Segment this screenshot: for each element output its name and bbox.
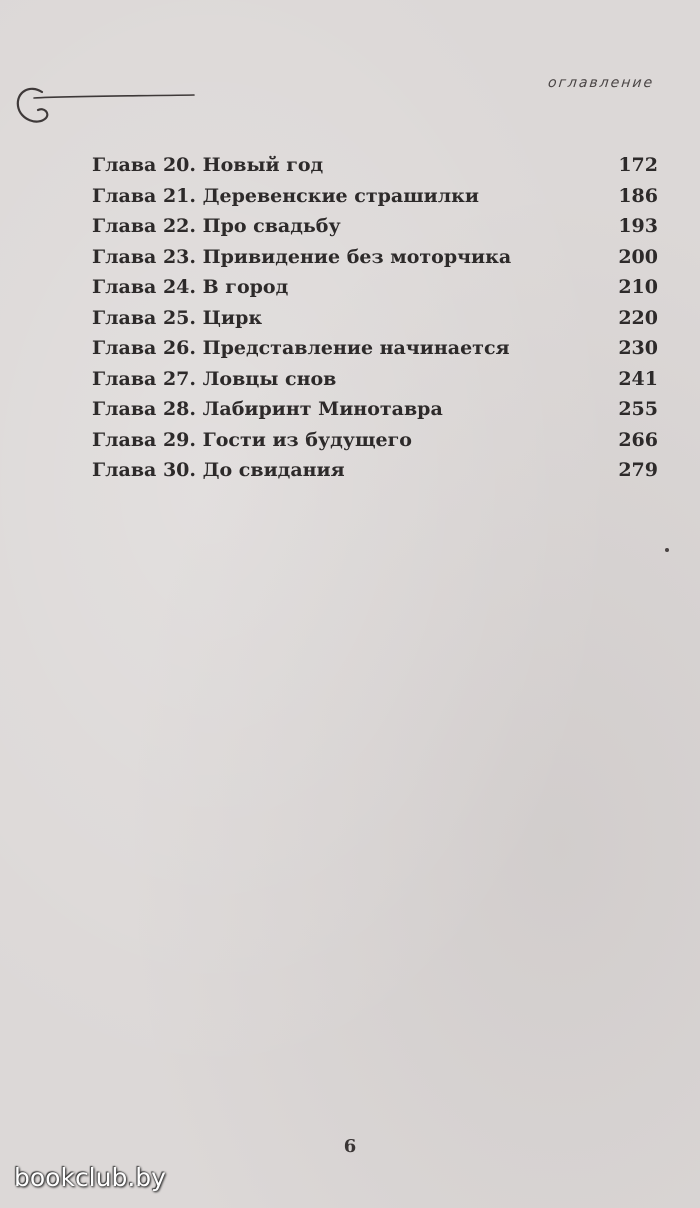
toc-entry-title: Глава 23. Привидение без моторчика bbox=[92, 245, 512, 268]
toc-entry-title: Глава 29. Гости из будущего bbox=[92, 428, 412, 451]
toc-entry-page: 210 bbox=[618, 276, 658, 298]
toc-entry-title: Глава 24. В город bbox=[92, 276, 289, 298]
watermark: bookclub.by bbox=[14, 1163, 166, 1192]
toc-entry-page: 279 bbox=[618, 459, 658, 481]
toc-entry-title: Глава 22. Про свадьбу bbox=[92, 215, 341, 237]
toc-entry-page: 200 bbox=[618, 245, 658, 268]
toc-entry bbox=[92, 394, 658, 425]
toc-entry-page: 255 bbox=[618, 398, 658, 420]
running-head: оглавление bbox=[547, 75, 655, 91]
toc-entry-page: 193 bbox=[618, 215, 658, 237]
toc-entry-title: Глава 21. Деревенские страшилки bbox=[92, 184, 479, 207]
toc-entry bbox=[92, 333, 658, 364]
toc-entry bbox=[92, 455, 658, 486]
table-of-contents bbox=[92, 150, 658, 486]
toc-entry bbox=[92, 242, 658, 273]
toc-entry bbox=[92, 211, 658, 242]
page-number: 6 bbox=[343, 1136, 357, 1157]
toc-entry bbox=[92, 303, 658, 334]
toc-entry-title: Глава 20. Новый год bbox=[92, 154, 324, 176]
toc-entry-title: Глава 28. Лабиринт Минотавра bbox=[92, 398, 443, 420]
toc-entry-page: 172 bbox=[618, 154, 658, 176]
toc-entry-page: 186 bbox=[618, 184, 658, 207]
toc-entry-title: Глава 27. Ловцы снов bbox=[92, 367, 337, 390]
toc-entry-page: 230 bbox=[618, 337, 658, 359]
toc-entry-title: Глава 30. До свидания bbox=[92, 459, 345, 481]
toc-entry bbox=[92, 364, 658, 395]
toc-entry bbox=[92, 181, 658, 212]
toc-entry-title: Глава 26. Представление начинается bbox=[92, 337, 510, 359]
toc-entry bbox=[92, 425, 658, 456]
toc-entry bbox=[92, 272, 658, 303]
toc-entry-page: 220 bbox=[618, 306, 658, 329]
toc-entry-title: Глава 25. Цирк bbox=[92, 306, 263, 329]
toc-entry-page: 241 bbox=[618, 367, 658, 390]
print-speck bbox=[665, 548, 669, 552]
toc-entry-page: 266 bbox=[618, 428, 658, 451]
toc-entry bbox=[92, 150, 658, 181]
decorative-flourish-icon bbox=[12, 82, 197, 134]
